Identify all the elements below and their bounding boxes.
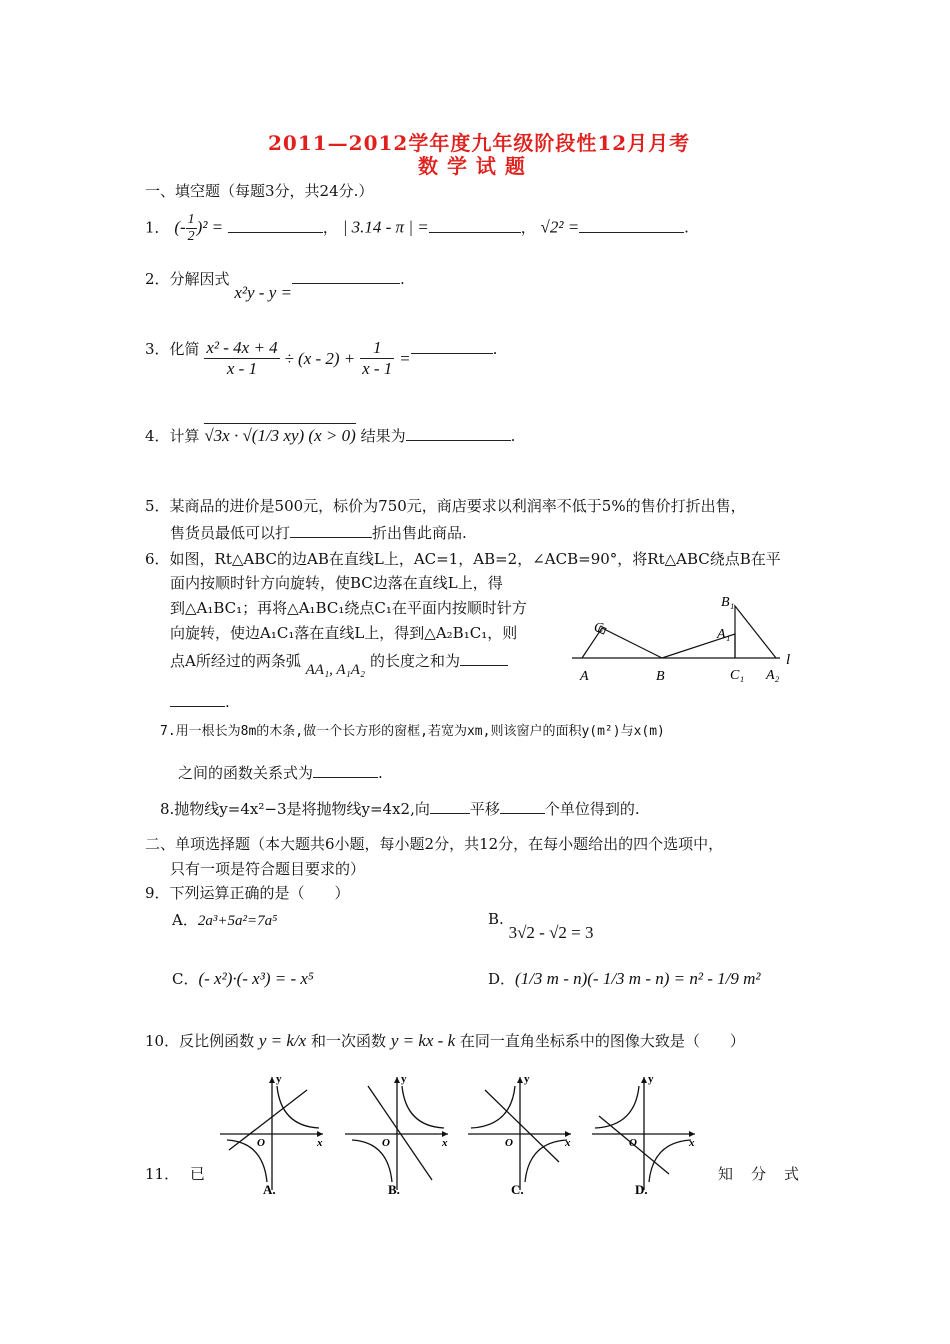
q4-blank[interactable] xyxy=(406,426,511,441)
label-a1: A₁ xyxy=(717,627,731,642)
label-a2: A₂ xyxy=(766,668,780,683)
q8-blank-2[interactable] xyxy=(500,799,545,814)
label-l: l xyxy=(786,652,791,668)
q9-d-expr: (1/3 m - n)(- 1/3 m - n) = n² - 1/9 m² xyxy=(515,969,761,988)
q4-end: . xyxy=(510,427,516,445)
q4-expr: √3x · √(1/3 xy) (x > 0) xyxy=(204,423,355,445)
q3-frac1-den: x - 1 xyxy=(226,359,258,378)
q3-fraction-1 xyxy=(204,338,279,379)
q10-text-c: 在同一直角坐标系中的图像大致是（ ） xyxy=(459,1032,745,1050)
q5-line-1 xyxy=(145,495,746,516)
q11-char-b: 知 xyxy=(718,1165,752,1183)
q9-option-d xyxy=(488,968,761,989)
q1-blank-3[interactable] xyxy=(579,218,684,233)
graph-c-x: x xyxy=(565,1137,571,1149)
graph-c-o: O xyxy=(505,1137,513,1149)
q1-frac-num: 1 xyxy=(187,212,195,227)
q10-text-b: 和一次函数 xyxy=(311,1032,387,1050)
q9-d-label: D． xyxy=(488,970,516,988)
label-a: A xyxy=(580,669,589,684)
q8-text-c: 个单位得到的. xyxy=(544,800,640,818)
graph-a-x: x xyxy=(317,1137,323,1149)
triangle-a2b1c1 xyxy=(735,606,776,658)
q9-a-label: A． xyxy=(172,911,198,929)
q11-char-c: 分 xyxy=(751,1165,785,1183)
section1-heading: 一、填空题（每题3分，共24分.） xyxy=(145,182,374,200)
q5-blank[interactable] xyxy=(290,523,372,538)
q1-close: )² = xyxy=(196,217,224,237)
graph-d-y: y xyxy=(648,1073,654,1085)
q6-line-2: 面内按顺时针方向旋转，使BC边落在直线L上，得 xyxy=(170,574,503,592)
q2-number: 2． xyxy=(145,270,170,288)
q6-line-3: 到△A₁BC₁；再将△A₁BC₁绕点C₁在平面内按顺时针方 xyxy=(170,599,527,617)
q9-a-expr: 2a³+5a²=7a⁵ xyxy=(197,913,278,929)
graph-c-label: C. xyxy=(511,1182,524,1197)
q1-number: 1． xyxy=(145,218,170,237)
section2-heading-line-2: 只有一项是符合题目要求的） xyxy=(170,860,366,878)
q4-number: 4． xyxy=(145,427,170,445)
graph-b-x: x xyxy=(442,1137,448,1149)
title-line-2: 数 学 试 题 xyxy=(418,154,526,178)
q7-line-1: 7.用一根长为8m的木条,做一个长方形的窗框,若宽为xm,则该窗户的面积y(m²)与x(m) xyxy=(160,724,665,739)
q6-line-6 xyxy=(170,692,230,711)
q8-blank-1[interactable] xyxy=(430,799,470,814)
q9-c-label: C． xyxy=(172,970,199,988)
section2-heading-line-1: 二、单项选择题（本大题共6小题，每小题2分，共12分，在每小题给出的四个选项中， xyxy=(145,835,724,853)
q8-text-a: 8.抛物线y=4x²−3是将抛物线y=4x2,向 xyxy=(160,800,430,818)
title-line-1: 2011—2012学年度九年级阶段性12月月考 xyxy=(268,131,691,155)
q1-blank-2[interactable] xyxy=(429,218,521,233)
q3-frac2-den: x - 1 xyxy=(362,359,393,378)
q9-option-a xyxy=(172,909,277,930)
q1-sqrt-expr: √2² = xyxy=(540,217,580,237)
q7-line-2 xyxy=(178,762,383,783)
q7-line2-b: . xyxy=(378,764,383,782)
q6-end: . xyxy=(225,693,230,711)
graph-b xyxy=(345,1073,448,1197)
graph-b-label: B. xyxy=(388,1182,400,1197)
q9-option-b xyxy=(488,909,594,942)
q3-end: . xyxy=(492,340,498,358)
q3-text: 化简 xyxy=(169,340,200,358)
q3-frac1-num: x² - 4x + 4 xyxy=(206,338,278,357)
q10-text-a: 反比例函数 xyxy=(179,1032,255,1050)
q3-fraction-2 xyxy=(360,338,394,379)
q7-blank[interactable] xyxy=(313,763,378,778)
q6-line-5 xyxy=(170,650,508,678)
q1-comma-1: ， xyxy=(322,218,338,237)
q3-blank[interactable] xyxy=(411,339,493,354)
q1-fraction xyxy=(186,212,197,245)
q1 xyxy=(145,212,689,245)
q3-number: 3． xyxy=(145,340,170,358)
q9-option-c xyxy=(172,968,314,989)
q3-eq: = xyxy=(399,349,411,368)
q2 xyxy=(145,268,405,302)
q11-number xyxy=(145,1163,205,1184)
graph-d-label: D. xyxy=(635,1182,648,1197)
q11-char-a: 已 xyxy=(189,1165,205,1183)
q8 xyxy=(160,798,640,819)
q6-line-4: 向旋转，使边A₁C₁落在直线L上，得到△A₂B₁C₁，则 xyxy=(170,624,518,642)
q1-frac-den: 2 xyxy=(187,229,195,244)
q11-char-d: 式 xyxy=(784,1165,818,1183)
q3 xyxy=(145,338,497,379)
q8-text-b: 平移 xyxy=(469,800,500,818)
graph-d-o: O xyxy=(629,1137,637,1149)
q6-blank-part-2[interactable] xyxy=(170,692,225,707)
q6-blank-part-1[interactable] xyxy=(460,651,508,666)
q4-after: 结果为 xyxy=(360,427,406,445)
q10-number: 10． xyxy=(145,1032,180,1050)
q2-end: . xyxy=(399,270,405,288)
graph-a-y: y xyxy=(276,1073,282,1085)
q6-line5-a: 点A所经过的两条弧 xyxy=(170,652,301,670)
q11-tail xyxy=(718,1163,817,1184)
q6-rotation-figure xyxy=(570,590,800,690)
q1-comma-2: ， xyxy=(520,218,536,237)
q2-text: 分解因式 xyxy=(169,270,230,288)
q7-line2-a: 之间的函数关系式为 xyxy=(178,764,314,782)
q5-number: 5． xyxy=(145,497,170,515)
q6-arcs: AA₁, A₁A₂ xyxy=(305,662,366,678)
q1-blank-1[interactable] xyxy=(228,218,323,233)
graph-a-o: O xyxy=(257,1137,265,1149)
q1-abs-expr: | 3.14 - π | = xyxy=(342,217,429,237)
label-c1: C₁ xyxy=(730,668,745,683)
q4 xyxy=(145,425,515,446)
q9-c-expr: (- x²)·(- x³) = - x⁵ xyxy=(198,969,314,988)
label-c: C xyxy=(594,621,604,636)
graph-b-o: O xyxy=(382,1137,390,1149)
q1-sign: (- xyxy=(174,217,186,237)
q10-graphs xyxy=(215,1072,695,1197)
q9-b-expr: 3√2 - √2 = 3 xyxy=(508,923,594,942)
graph-c xyxy=(468,1073,571,1197)
q11-num: 11． xyxy=(145,1165,180,1183)
q10-expr-2: y = kx - k xyxy=(390,1031,456,1050)
q5-line2-b: 折出售此商品. xyxy=(372,524,467,542)
q5-line-2 xyxy=(170,522,467,543)
q10 xyxy=(145,1030,745,1051)
q9-b-label: B. xyxy=(488,910,504,928)
graph-d xyxy=(592,1073,695,1197)
graph-a xyxy=(220,1073,323,1197)
q5-line1-text: 某商品的进价是500元，标价为750元，商店要求以利润率不低于5%的售价打折出售， xyxy=(169,497,746,515)
q3-mid: ÷ (x - 2) + xyxy=(284,349,356,368)
q9-stem: 9．下列运算正确的是（ ） xyxy=(145,884,350,902)
q4-text: 计算 xyxy=(169,427,200,445)
q10-expr-1: y = k/x xyxy=(258,1031,307,1050)
graph-c-y: y xyxy=(524,1073,530,1085)
q6-line-1 xyxy=(145,548,781,569)
graph-d-x: x xyxy=(689,1137,695,1149)
q2-expr: x²y - y = xyxy=(234,283,292,302)
graph-b-y: y xyxy=(401,1073,407,1085)
q2-blank[interactable] xyxy=(292,269,400,284)
label-b1: B₁ xyxy=(721,595,735,610)
q5-line2-a: 售货员最低可以打 xyxy=(170,524,291,542)
q6-line1-text: 如图，Rt△ABC的边AB在直线L上，AC=1，AB=2，∠ACB=90°，将Rt△ABC绕点B在平 xyxy=(169,550,781,568)
q3-frac2-num: 1 xyxy=(360,338,394,359)
q6-number: 6． xyxy=(145,550,170,568)
graph-a-label: A. xyxy=(263,1182,276,1197)
q1-end: . xyxy=(684,218,689,237)
q6-line5-b: 的长度之和为 xyxy=(369,652,460,670)
label-b: B xyxy=(656,669,665,684)
